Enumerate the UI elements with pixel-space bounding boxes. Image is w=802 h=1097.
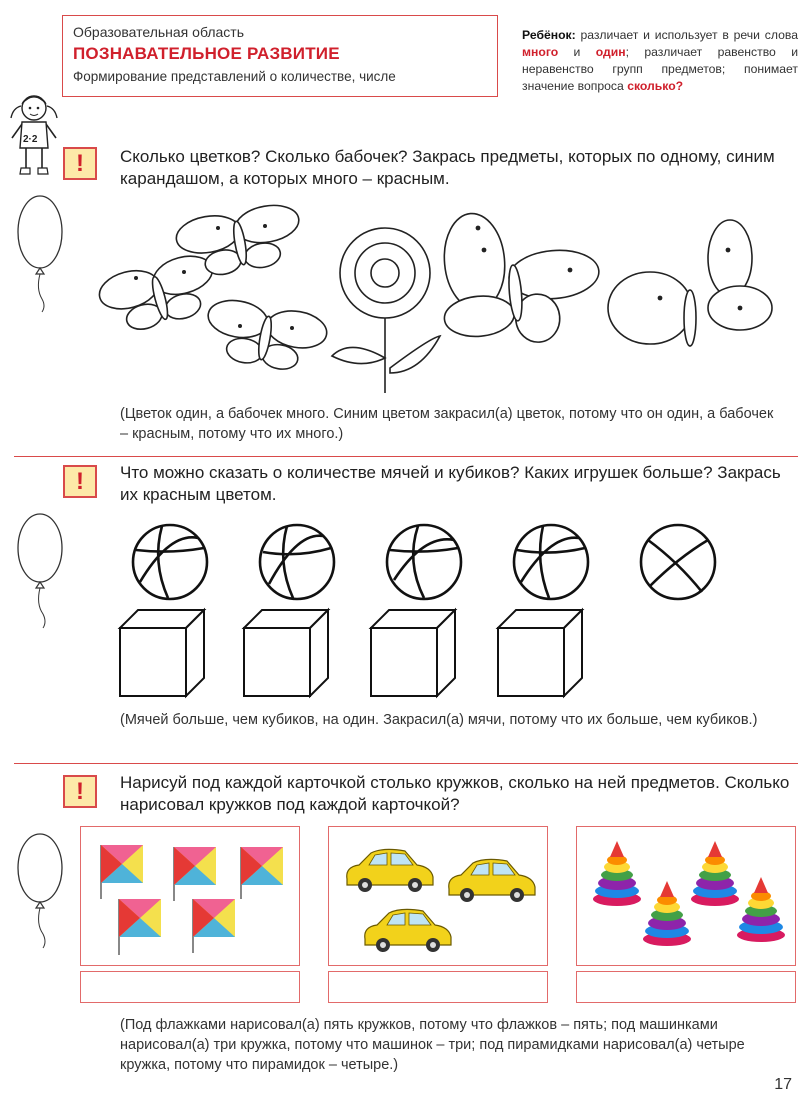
task-2-text: Что можно сказать о количестве мячей и кубиков? Каких игрушек больше? Закрась их красным цветом.: [120, 463, 781, 504]
answer-slot-cars[interactable]: [328, 971, 548, 1003]
balloon-icon: [16, 832, 66, 952]
car-image: [347, 849, 433, 892]
flower-image: [332, 228, 440, 393]
flag-image: [241, 847, 283, 899]
section-divider: [14, 456, 798, 457]
section-header: [62, 15, 498, 97]
page-number: 17: [774, 1076, 792, 1093]
area-title: ПОЗНАВАТЕЛЬНОЕ РАЗВИТИЕ: [73, 44, 340, 63]
attention-mark: !: [63, 465, 97, 498]
pyramid-image: [643, 881, 691, 946]
cube-image: [498, 610, 582, 696]
keyword-how-many: сколько?: [627, 79, 684, 93]
balls-row[interactable]: [130, 522, 720, 604]
ball-image: [133, 525, 207, 599]
pyramids-card[interactable]: [576, 826, 796, 966]
balloon-icon: [16, 512, 66, 632]
girl-mascot-illustration: [8, 90, 60, 182]
car-image: [365, 909, 451, 952]
task-2-answer: (Мячей больше, чем кубиков, на один. Закрасил(а) мячи, потому что их больше, чем кубиков.): [120, 712, 758, 728]
answer-slot-pyramids[interactable]: [576, 971, 796, 1003]
flags-card[interactable]: [80, 826, 300, 966]
area-subtitle: Формирование представлений о количестве, числе: [73, 69, 396, 84]
ball-image: [641, 525, 715, 599]
attention-mark: !: [63, 775, 97, 808]
flag-image: [193, 899, 235, 953]
ball-image: [387, 525, 461, 599]
shirt-text: 2·2: [23, 134, 38, 145]
butterfly-image: [608, 220, 772, 346]
butterfly-image: [201, 296, 330, 376]
flag-image: [174, 847, 216, 901]
ball-image: [514, 525, 588, 599]
flag-image: [101, 845, 143, 899]
skills-lead: Ребёнок:: [522, 28, 576, 42]
balloon-icon: [16, 194, 66, 314]
pyramid-image: [593, 841, 641, 906]
attention-mark: !: [63, 147, 97, 180]
car-image: [449, 859, 535, 902]
cube-image: [244, 610, 328, 696]
butterfly-image: [95, 250, 223, 338]
task-3-answer: (Под флажками нарисовал(а) пять кружков, потому что флажков – пять; под машинками нарисовал(а) три кружка, потому что машинок – три; под пирамидками нарисовал(а) четыре кружка, потому что пирамидок – четыре.): [120, 1017, 745, 1073]
cars-card[interactable]: [328, 826, 548, 966]
skills-description: [522, 27, 798, 95]
butterfly-image: [435, 203, 604, 350]
flag-image: [119, 899, 161, 955]
task-3-text: Нарисуй под каждой карточкой столько кружков, сколько на ней предметов. Сколько нарисовал кружков под каждой карточкой?: [120, 773, 790, 814]
skills-text: различает и использует в речи слова: [575, 28, 798, 42]
pyramid-image: [737, 877, 785, 942]
section-divider: [14, 763, 798, 764]
area-label: Образовательная область: [73, 24, 244, 40]
answer-slot-flags[interactable]: [80, 971, 300, 1003]
cube-image: [120, 610, 204, 696]
task-1-text: Сколько цветков? Сколько бабочек? Закрась предметы, которых по одному, синим карандашом, а которых много – красным.: [120, 147, 775, 188]
cube-image: [371, 610, 455, 696]
keyword-one: один: [595, 45, 626, 59]
task-1-answer: (Цветок один, а бабочек много. Синим цветом закрасил(а) цветок, потому что он один, а бабочек – красным, потому что их много.): [120, 406, 774, 442]
skills-text: ; различает равенство и неравенство групп предметов; понимает значение вопроса: [522, 45, 798, 93]
ball-image: [260, 525, 334, 599]
pyramid-image: [691, 841, 739, 906]
butterflies-and-flower-illustration[interactable]: [100, 188, 790, 398]
skills-text: и: [558, 45, 596, 59]
keyword-many: много: [522, 45, 559, 59]
cubes-row[interactable]: [118, 608, 588, 700]
